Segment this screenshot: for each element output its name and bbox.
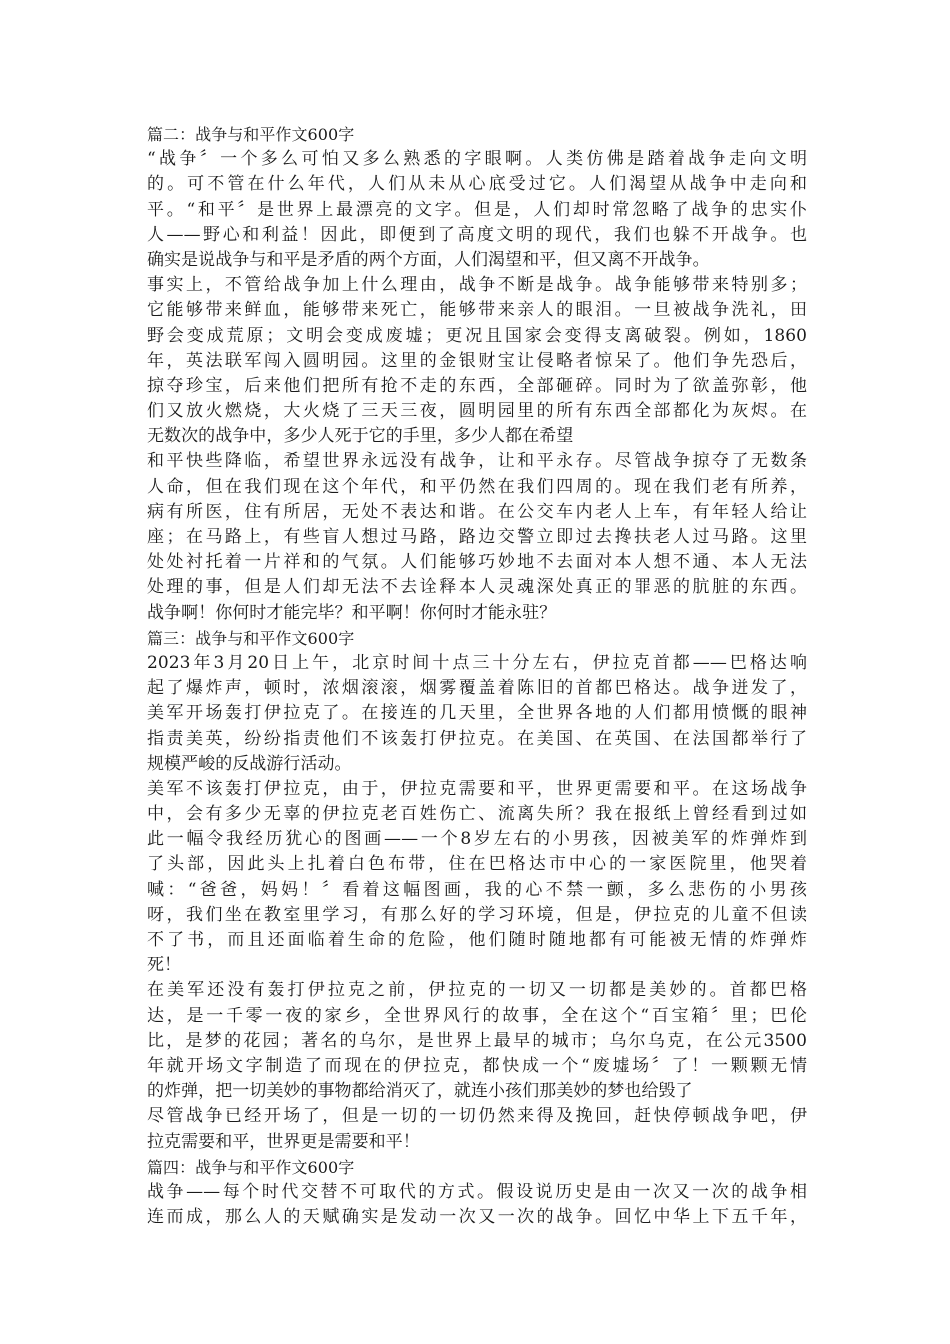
text-line: 美军不该轰打伊拉克，由于，伊拉克需要和平，世界更需要和平。在这场战争 [147, 778, 807, 799]
text-line: 拉克需要和平，世界更是需要和平！ [147, 1131, 420, 1152]
section-heading: 篇二：战争与和平作文600字 [147, 125, 355, 144]
text-line: 喊：“爸爸，妈妈！〞看着这幅图画，我的心不禁一颤，多么悲伤的小男孩 [147, 879, 807, 900]
text-line: 在美军还没有轰打伊拉克之前，伊拉克的一切又一切都是美妙的。首都巴格 [147, 980, 807, 1001]
text-line: 指责美英，纷纷指责他们不该轰打伊拉克。在美国、在英国、在法国都举行了 [147, 728, 807, 749]
text-line: 战争啊！你何时才能完毕？和平啊！你何时才能永驻？ [147, 602, 557, 623]
text-line: 人——野心和利益！因此，即便到了高度文明的现代，我们也躲不开战争。也 [147, 224, 807, 245]
text-line: 连而成，那么人的天赋确实是发动一次又一次的战争。回忆中华上下五千年， [147, 1207, 807, 1228]
text-line: 平。“和平〞是世界上最漂亮的文字。但是，人们却时常忽略了战争的忠实仆 [147, 199, 807, 220]
text-line: 不了书，而且还面临着生命的危险，他们随时随地都有可能被无情的炸弹炸 [147, 930, 807, 950]
text-line: 2023年3月20日上午，北京时间十点三十分左右，伊拉克首都——巴格达响 [147, 652, 807, 673]
text-line: 的。可不管在什么年代，人们从未从心底受过它。人们渴望从战争中走向和 [147, 174, 807, 195]
text-line: 战争——每个时代交替不可取代的方式。假设说历史是由一次又一次的战争相 [147, 1181, 807, 1202]
text-line: 年，英法联军闯入圆明园。这里的金银财宝让侵略者惊呆了。他们争先恐后， [147, 350, 807, 371]
text-line: 中，会有多少无辜的伊拉克老百姓伤亡、流离失所？我在报纸上曾经看到过如 [147, 804, 807, 825]
text-line: 呀，我们坐在教室里学习，有那么好的学习环境，但是，伊拉克的儿童不但读 [147, 904, 807, 925]
text-line: 野会变成荒原；文明会变成废墟；更况且国家会变得支离破裂。例如，1860 [147, 325, 807, 346]
text-line: 了头部，因此头上扎着白色布带，住在巴格达市中心的一家医院里，他哭着 [147, 854, 807, 875]
text-line: 它能够带来鲜血，能够带来死亡，能够带来亲人的眼泪。一旦被战争洗礼，田 [147, 300, 807, 321]
text-line: “战争〞一个多么可怕又多么熟悉的字眼啊。人类仿佛是踏着战争走向文明 [147, 149, 807, 170]
text-line: 座；在马路上，有些盲人想过马路，路边交警立即过去搀扶老人过马路。这里 [147, 527, 807, 547]
text-line: 美军开场轰打伊拉克了。在接连的几天里，全世界各地的人们都用愤慨的眼神 [147, 703, 807, 724]
text-line: 们又放火燃烧，大火烧了三天三夜，圆明园里的所有东西全部都化为灰烬。在 [147, 401, 807, 422]
text-line: 年就开场文字制造了而现在的伊拉克，都快成一个“废墟场〞了！一颗颗无情 [147, 1055, 807, 1076]
text-line: 人命，但在我们现在这个年代，和平仍然在我们四周的。现在我们老有所养， [147, 476, 807, 497]
text-line: 无数次的战争中，多少人死于它的手里，多少人都在希望 [147, 426, 574, 447]
text-line: 事实上，不管给战争加上什么理由，战争不断是战争。战争能够带来特别多； [147, 275, 807, 296]
text-line: 达，是一千零一夜的家乡，全世界风行的故事，全在这个“百宝箱〞里；巴伦 [147, 1005, 807, 1026]
text-line: 确实是说战争与和平是矛盾的两个方面，人们渴望和平，但又离不开战争。 [147, 249, 710, 270]
text-line: 起了爆炸声，顿时，浓烟滚滚，烟雾覆盖着陈旧的首都巴格达。战争迸发了， [147, 678, 807, 699]
text-line: 和平快些降临，希望世界永远没有战争，让和平永存。尽管战争掠夺了无数条 [147, 451, 807, 472]
text-line: 此一幅令我经历犹心的图画——一个8岁左右的小男孩，因被美军的炸弹炸到 [147, 829, 807, 850]
text-line: 比，是梦的花园；著名的乌尔，是世界上最早的城市；乌尔乌克，在公元3500 [147, 1030, 807, 1051]
section-heading: 篇四：战争与和平作文600字 [147, 1157, 355, 1177]
document-page [147, 122, 807, 1230]
section-heading: 篇三：战争与和平作文600字 [147, 628, 355, 648]
text-line: 的炸弹，把一切美妙的事物都给消灭了，就连小孩们那美妙的梦也给毁了 [147, 1081, 693, 1102]
text-line: 处理的事，但是人们却无法不去诠释本人灵魂深处真正的罪恶的肮脏的东西。 [147, 577, 807, 598]
text-line: 病有所医，住有所居，无处不表达和谐。在公交车内老人上车，有年轻人给让 [147, 501, 807, 522]
text-line: 死！ [147, 955, 182, 976]
text-line: 规模严峻的反战游行活动。 [147, 753, 352, 774]
text-line: 掠夺珍宝，后来他们把所有抢不走的东西，全部砸碎。同时为了欲盖弥彰，他 [147, 375, 807, 396]
text-line: 处处衬托着一片祥和的气氛。人们能够巧妙地不去面对本人想不通、本人无法 [147, 552, 807, 573]
text-line: 尽管战争已经开场了，但是一切的一切仍然来得及挽回，赶快停顿战争吧，伊 [147, 1106, 807, 1127]
